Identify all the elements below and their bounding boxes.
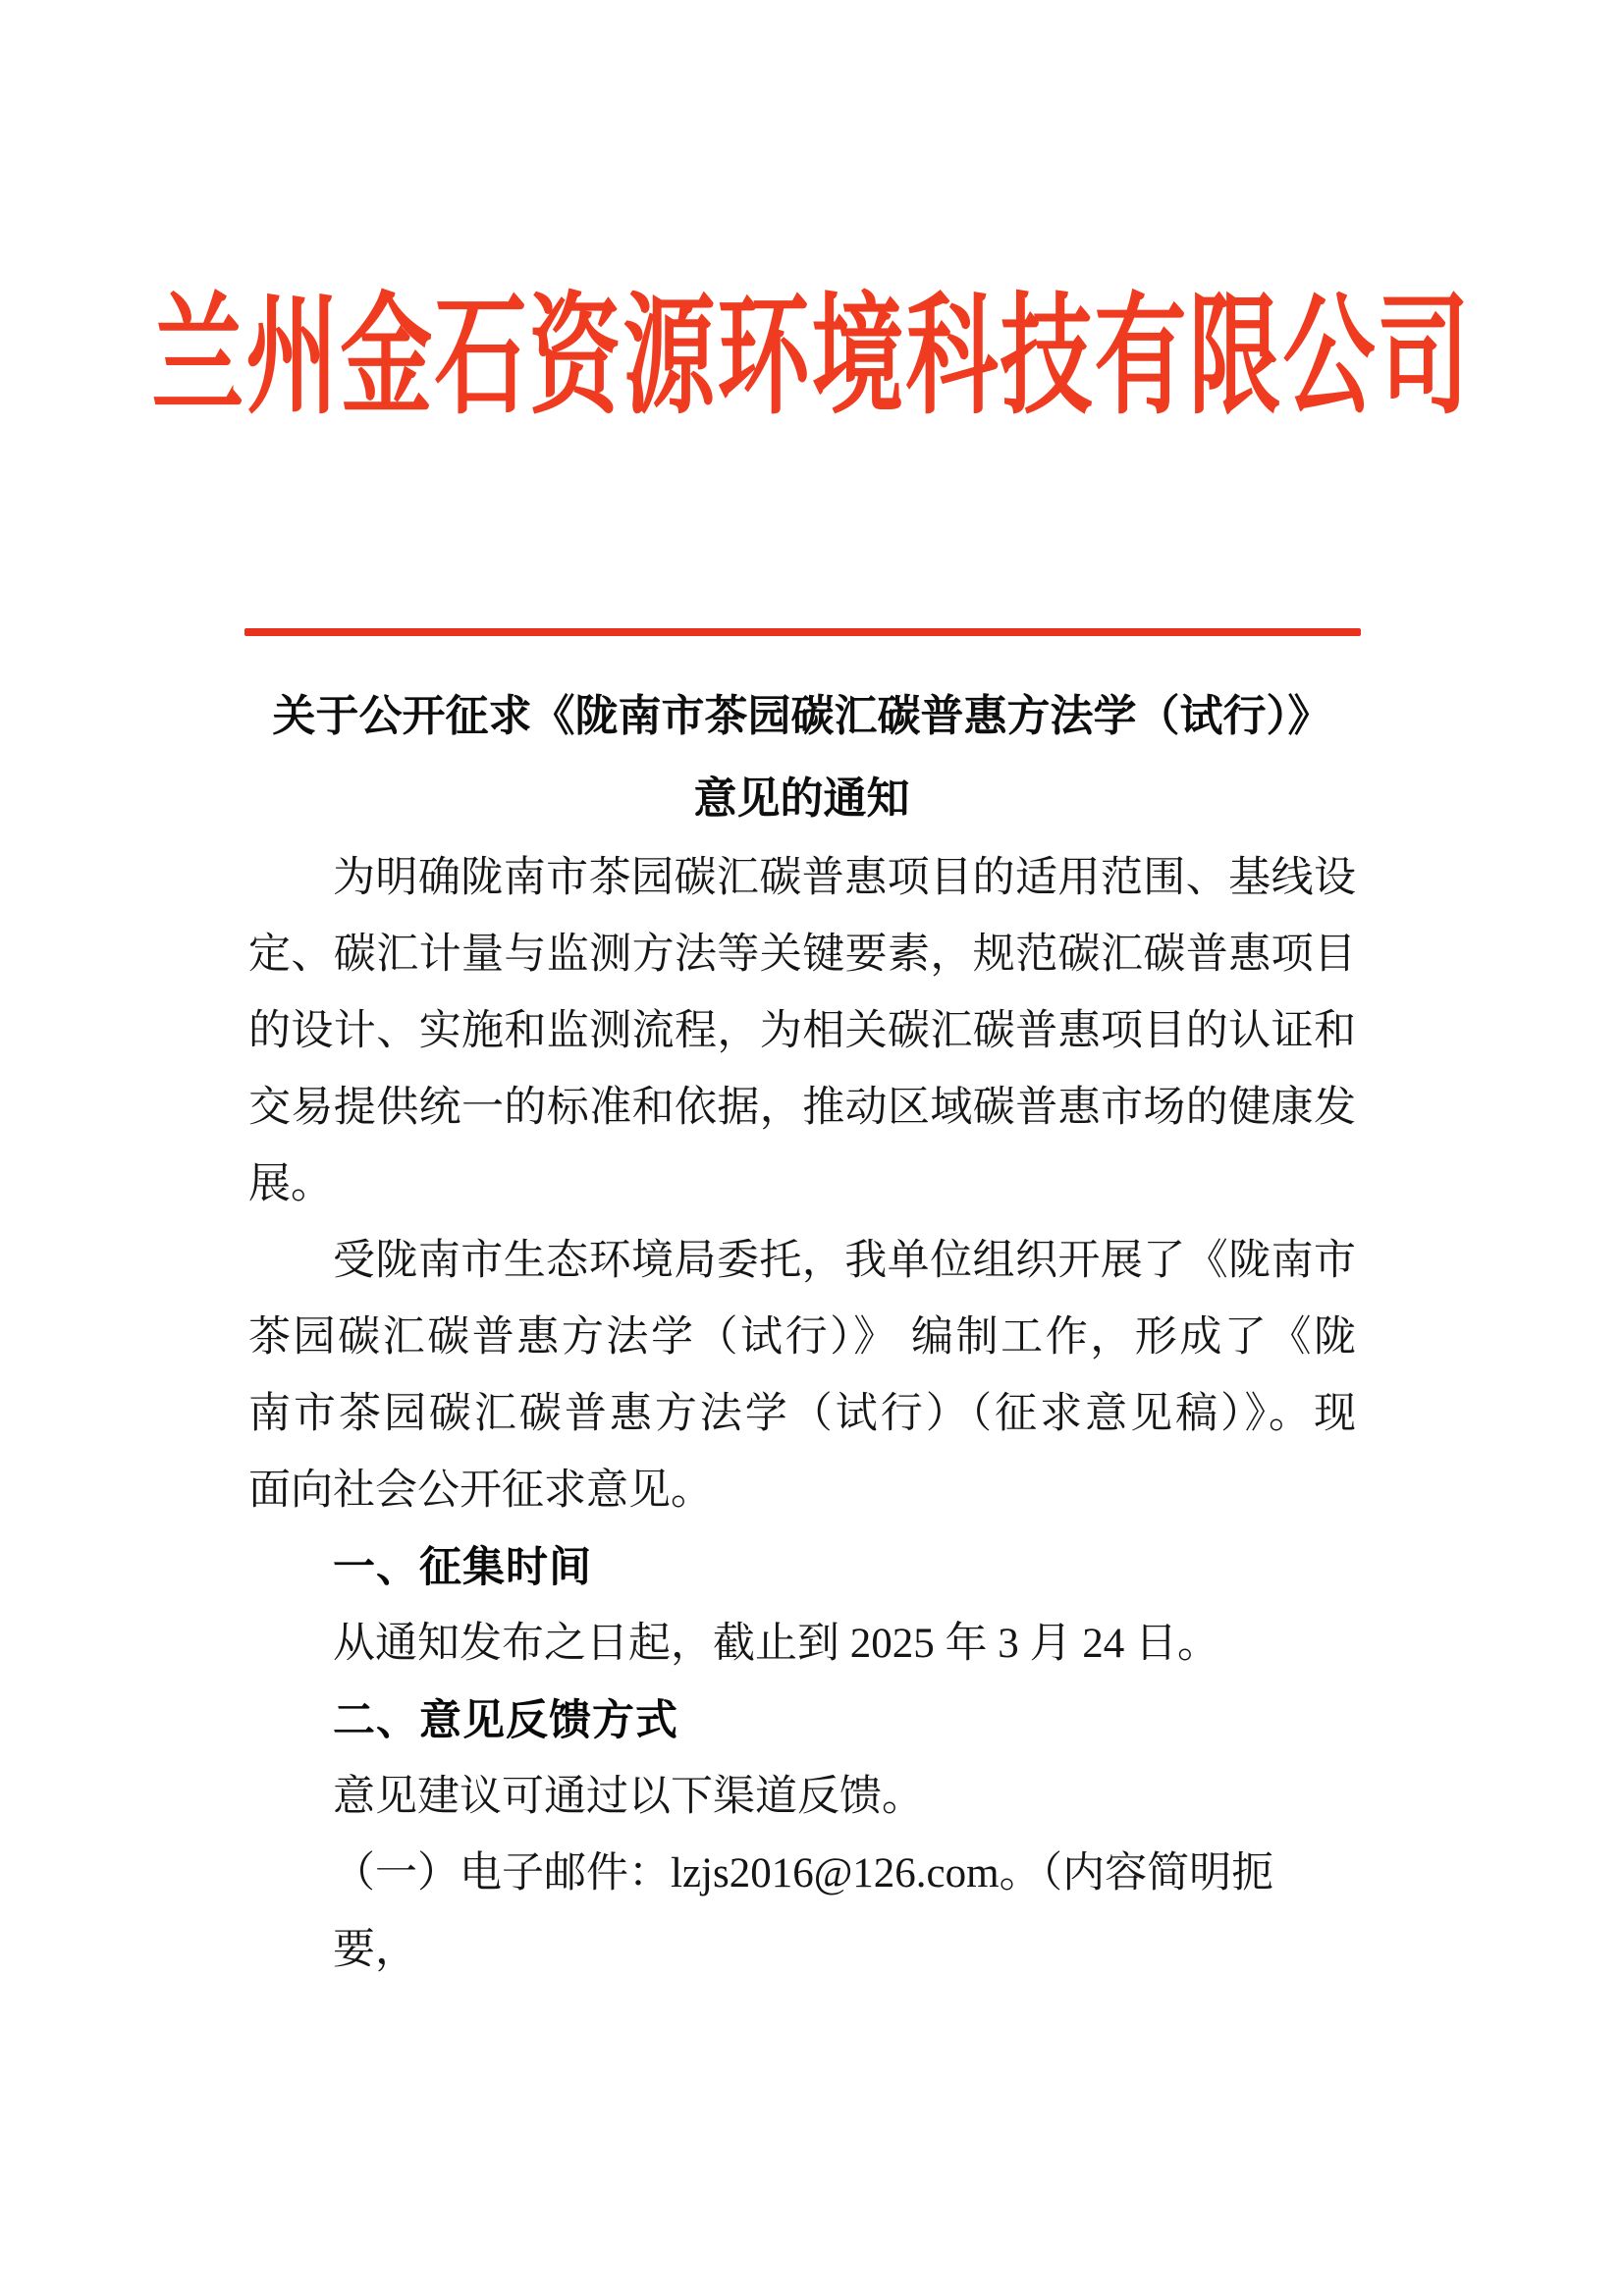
section-2-line-2: （一）电子邮件：lzjs2016@126.com。（内容简明扼要， — [333, 1850, 1274, 1973]
letterhead-divider-rule — [244, 628, 1361, 636]
paragraph-1-line-4: 交易提供统一的标准和依据，推动区域碳普惠市场的健康发 — [248, 1085, 1356, 1131]
document-title-line-1: 关于公开征求《陇南市茶园碳汇碳普惠方法学（试行）》 — [272, 692, 1331, 740]
paragraph-1-line-2: 定、碳汇计量与监测方法等关键要素，规范碳汇碳普惠项目 — [248, 932, 1356, 978]
paragraph-2-line-2: 茶园碳汇碳普惠方法学（试行）》 编制工作，形成了《陇 — [248, 1314, 1356, 1361]
section-1-line-1: 从通知发布之日起，截止到 2025 年 3 月 24 日。 — [333, 1621, 1219, 1667]
paragraph-1-line-5: 展。 — [248, 1161, 333, 1207]
section-1-heading: 一、征集时间 — [333, 1544, 592, 1591]
section-2-line-1: 意见建议可通过以下渠道反馈。 — [333, 1774, 924, 1820]
document-title — [245, 675, 1358, 840]
document-body — [248, 840, 1356, 1973]
paragraph-1-line-3: 的设计、实施和监测流程，为相关碳汇碳普惠项目的认证和 — [248, 1008, 1356, 1054]
document-title-line-2: 意见的通知 — [693, 774, 910, 823]
company-letterhead: 兰州金石资源环境科技有限公司 — [151, 285, 1472, 431]
paragraph-2-line-1: 受陇南市生态环境局委托，我单位组织开展了《陇南市 — [333, 1238, 1356, 1284]
paragraph-2-line-4: 面向社会公开征求意见。 — [248, 1468, 713, 1514]
section-2-heading: 二、意见反馈方式 — [333, 1697, 678, 1744]
paragraph-1-line-1: 为明确陇南市茶园碳汇碳普惠项目的适用范围、基线设 — [333, 855, 1356, 901]
paragraph-2-line-3: 南市茶园碳汇碳普惠方法学（试行）（征求意见稿）》。现 — [248, 1391, 1356, 1437]
